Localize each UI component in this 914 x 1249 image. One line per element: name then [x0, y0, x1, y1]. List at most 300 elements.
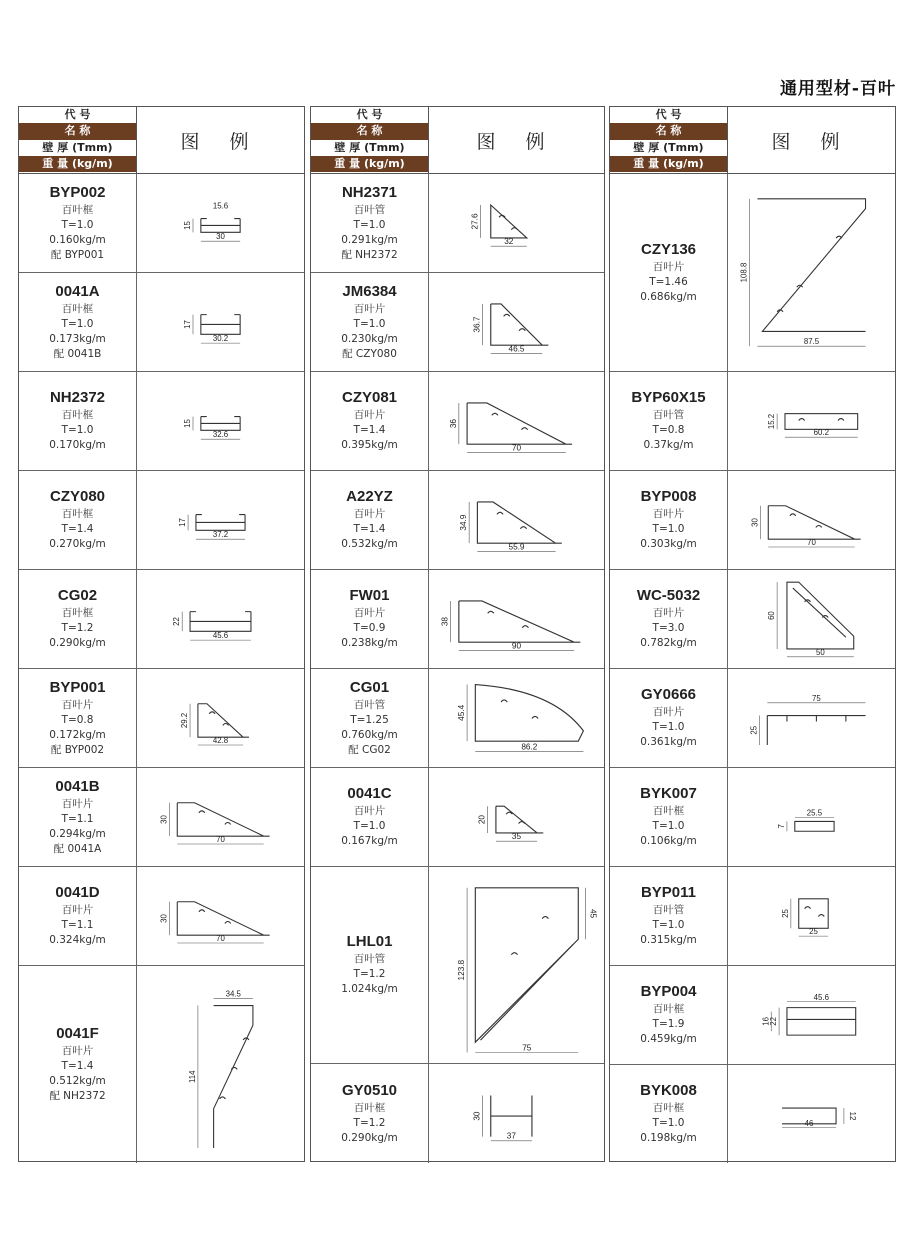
product-weight: 0.459kg/m [640, 1033, 697, 1045]
profile-svg [429, 1064, 604, 1163]
product-thickness: T=1.0 [353, 218, 386, 231]
product-info [311, 273, 429, 371]
product-weight: 0.361kg/m [640, 736, 697, 748]
dimension-label: 30 [159, 815, 169, 824]
profile-drawing [429, 471, 604, 569]
dimension-label: 75 [812, 693, 821, 703]
header-figure: 图 例 [180, 130, 261, 153]
header-weight: 重 量 (kg/m) [19, 156, 136, 172]
dimension-label: 16 [761, 1017, 771, 1026]
profile-svg [429, 372, 604, 470]
product-code: CZY136 [640, 240, 697, 258]
product-thickness: T=1.0 [353, 317, 386, 330]
header-code: 代 号 [610, 107, 727, 123]
product-name: 百叶片 [652, 607, 685, 619]
product-info [19, 669, 137, 767]
product-thickness: T=1.0 [652, 1116, 685, 1129]
product-row [610, 966, 895, 1065]
header-code: 代 号 [19, 107, 136, 123]
product-note: 配 0041A [53, 842, 102, 855]
profile-drawing [728, 867, 895, 965]
product-info [311, 669, 429, 767]
product-weight: 0.170kg/m [49, 439, 106, 451]
product-name: 百叶框 [61, 607, 94, 619]
header-weight: 重 量 (kg/m) [311, 156, 428, 172]
product-weight: 0.294kg/m [49, 827, 106, 840]
product-row [610, 867, 895, 966]
product-weight: 1.024kg/m [341, 983, 398, 995]
dimension-label: 37.2 [212, 530, 229, 540]
product-thickness: T=1.46 [649, 275, 688, 288]
product-weight: 0.198kg/m [640, 1131, 697, 1144]
product-thickness: T=1.0 [652, 919, 685, 931]
product-code: BYP002 [49, 183, 106, 201]
product-info [311, 174, 429, 272]
product-thickness: T=1.4 [61, 523, 94, 535]
product-code: CG01 [349, 678, 390, 696]
product-info [610, 966, 728, 1064]
dimension-label: 55.9 [508, 542, 525, 552]
profile-drawing [137, 966, 304, 1163]
product-row [19, 669, 304, 768]
dimension-label: 36 [448, 418, 458, 429]
dimension-label: 87.5 [803, 337, 820, 347]
product-row [311, 1064, 604, 1163]
product-name: 百叶管 [353, 698, 386, 711]
product-name: 百叶框 [652, 1003, 685, 1015]
profile-svg [429, 570, 604, 668]
header-weight: 重 量 (kg/m) [610, 156, 727, 172]
product-name: 百叶框 [652, 805, 685, 817]
profile-drawing [429, 867, 604, 1063]
product-name: 百叶管 [353, 203, 386, 216]
product-thickness: T=1.2 [61, 622, 94, 634]
product-name: 百叶片 [61, 1045, 94, 1057]
dimension-label: 17 [178, 518, 188, 527]
profile-drawing [137, 669, 304, 767]
dimension-label: 15 [183, 419, 193, 428]
profile-drawing [137, 570, 304, 668]
dimension-label: 34.5 [225, 989, 241, 999]
product-note: 配 0041B [53, 347, 102, 360]
dimension-label: 30 [216, 232, 225, 242]
product-name: 百叶片 [652, 260, 685, 273]
page-title: 通用型材-百叶 [779, 79, 896, 99]
dimension-label: 20 [477, 814, 487, 825]
product-name: 百叶框 [61, 203, 94, 216]
profile-svg [728, 1064, 895, 1163]
header-thickness: 壁 厚 (Tmm) [311, 139, 428, 156]
product-name: 百叶框 [61, 302, 94, 315]
dimension-label: 30 [472, 1111, 482, 1121]
product-code: FW01 [349, 587, 390, 604]
product-name: 百叶片 [353, 607, 386, 619]
product-thickness: T=1.0 [61, 317, 94, 330]
product-row [311, 768, 604, 867]
product-name: 百叶管 [652, 904, 685, 916]
product-code: GY0666 [640, 686, 697, 703]
product-weight: 0.291kg/m [341, 233, 398, 246]
product-code: JM6384 [342, 282, 397, 300]
product-thickness: T=1.1 [61, 812, 94, 825]
product-code: BYK008 [640, 1081, 697, 1099]
product-thickness: T=1.0 [652, 721, 685, 733]
product-thickness: T=1.0 [61, 424, 94, 436]
product-code: 0041D [55, 884, 100, 901]
header-name: 名 称 [19, 123, 136, 139]
product-row [19, 273, 304, 372]
profile-svg [137, 273, 304, 371]
product-weight: 0.230kg/m [341, 332, 398, 345]
product-thickness: T=1.4 [353, 424, 386, 436]
product-info [610, 1064, 728, 1163]
product-code: CG02 [57, 587, 98, 604]
product-code: CZY081 [341, 389, 398, 406]
dimension-label: 22 [172, 617, 182, 626]
product-weight: 0.106kg/m [640, 835, 697, 847]
profile-drawing [728, 372, 895, 470]
header-labels [610, 107, 728, 173]
product-code: NH2371 [341, 183, 398, 201]
product-row [19, 471, 304, 570]
profile-svg [137, 966, 304, 1163]
dimension-label: 70 [807, 538, 816, 548]
product-weight: 0.290kg/m [341, 1131, 398, 1144]
profile-svg [137, 570, 304, 668]
product-info [19, 867, 137, 965]
product-info [610, 669, 728, 767]
product-thickness: T=0.8 [61, 713, 94, 726]
product-weight: 0.760kg/m [341, 728, 398, 741]
profile-drawing [137, 174, 304, 272]
profile-svg [728, 867, 895, 965]
dimension-label: 38 [440, 616, 450, 627]
product-thickness: T=1.4 [353, 523, 386, 535]
product-code: 0041A [55, 282, 100, 300]
product-name: 百叶管 [652, 409, 685, 421]
column-header [19, 107, 304, 174]
dimension-label: 12 [847, 1111, 857, 1121]
product-name: 百叶管 [353, 953, 386, 965]
profile-svg [728, 768, 895, 866]
dimension-label: 15.6 [212, 201, 229, 211]
dimension-label: 15 [183, 221, 193, 230]
product-name: 百叶框 [61, 409, 94, 421]
profile-drawing [429, 669, 604, 767]
product-row [19, 372, 304, 471]
product-row [610, 768, 895, 867]
dimension-label: 45.6 [813, 992, 829, 1002]
product-weight: 0.395kg/m [341, 439, 398, 451]
dimension-label: 22 [769, 1017, 779, 1026]
dimension-label: 30.2 [212, 334, 229, 344]
product-note: 配 BYP001 [50, 248, 105, 261]
product-row [610, 1064, 895, 1163]
product-weight: 0.315kg/m [640, 934, 697, 946]
product-row [311, 867, 604, 1064]
product-code: NH2372 [49, 389, 106, 406]
product-thickness: T=1.1 [61, 919, 94, 931]
product-row [311, 570, 604, 669]
product-code: BYP001 [49, 678, 106, 696]
column-header [610, 107, 895, 174]
product-note: 配 CG02 [348, 743, 391, 756]
product-column [18, 106, 305, 1162]
profile-svg [728, 471, 895, 569]
product-name: 百叶框 [353, 1101, 386, 1114]
product-info [610, 471, 728, 569]
product-row [311, 273, 604, 372]
dimension-label: 86.2 [521, 742, 538, 752]
dimension-label: 90 [511, 641, 522, 651]
product-weight: 0.172kg/m [49, 728, 106, 741]
header-figure: 图 例 [771, 130, 852, 153]
profile-drawing [429, 570, 604, 668]
header-name: 名 称 [311, 123, 428, 139]
product-code: 0041F [56, 1025, 99, 1042]
product-weight: 0.290kg/m [49, 637, 106, 649]
product-weight: 0.173kg/m [49, 332, 106, 345]
product-weight: 0.37kg/m [643, 439, 694, 451]
product-name: 百叶片 [61, 698, 94, 711]
dimension-label: 45.6 [212, 631, 229, 641]
profile-drawing [728, 1064, 895, 1163]
product-name: 百叶框 [652, 1101, 685, 1114]
dimension-label: 36.7 [472, 316, 482, 333]
product-info [311, 372, 429, 470]
product-code: LHL01 [346, 933, 393, 950]
dimension-label: 30 [750, 518, 760, 527]
profile-drawing [429, 273, 604, 371]
product-info [610, 570, 728, 668]
profile-svg [429, 273, 604, 371]
product-weight: 0.270kg/m [49, 538, 106, 550]
product-row [19, 570, 304, 669]
product-name: 百叶片 [652, 508, 685, 520]
product-info [610, 867, 728, 965]
dimension-label: 32.6 [212, 430, 229, 440]
product-info [19, 966, 137, 1163]
product-name: 百叶框 [61, 508, 94, 520]
profile-svg [429, 768, 604, 866]
product-code: A22YZ [346, 488, 393, 505]
profile-drawing [728, 669, 895, 767]
product-info [19, 471, 137, 569]
product-weight: 0.532kg/m [341, 538, 398, 550]
dimension-label: 37 [506, 1131, 516, 1141]
product-code: BYP008 [640, 488, 697, 505]
product-thickness: T=1.25 [350, 713, 389, 726]
dimension-label: 45.4 [457, 704, 466, 721]
profile-drawing [137, 867, 304, 965]
dimension-label: 25 [780, 909, 790, 918]
product-thickness: T=1.2 [353, 1116, 386, 1129]
dimension-label: 123.8 [457, 959, 466, 981]
product-column [310, 106, 605, 1162]
dimension-label: 60.2 [813, 428, 829, 438]
column-header [311, 107, 604, 174]
dimension-label: 25.5 [806, 808, 823, 818]
profile-drawing [728, 966, 895, 1064]
product-name: 百叶片 [353, 508, 386, 520]
product-code: BYP60X15 [631, 389, 706, 406]
product-weight: 0.167kg/m [341, 835, 398, 847]
product-info [311, 1064, 429, 1163]
product-code: BYP011 [640, 884, 697, 901]
profile-drawing [728, 570, 895, 668]
header-thickness: 壁 厚 (Tmm) [19, 139, 136, 156]
product-note: 配 NH2372 [341, 248, 398, 261]
product-name: 百叶片 [353, 805, 386, 817]
product-name: 百叶片 [652, 706, 685, 718]
product-weight: 0.160kg/m [49, 233, 106, 246]
product-name: 百叶片 [353, 409, 386, 421]
product-thickness: T=3.0 [652, 622, 685, 634]
dimension-label: 45 [588, 908, 598, 919]
product-weight: 0.324kg/m [49, 934, 106, 946]
product-code: 0041B [55, 777, 100, 795]
product-thickness: T=1.4 [61, 1060, 94, 1072]
product-thickness: T=1.0 [652, 820, 685, 832]
profile-svg [429, 669, 604, 767]
profile-svg [137, 768, 304, 866]
dimension-label: 70 [216, 934, 225, 944]
product-info [610, 372, 728, 470]
product-code: GY0510 [341, 1081, 398, 1099]
product-info [19, 372, 137, 470]
header-thickness: 壁 厚 (Tmm) [610, 139, 727, 156]
product-code: BYP004 [640, 983, 697, 1000]
product-row [610, 471, 895, 570]
profile-drawing [137, 273, 304, 371]
product-code: WC-5032 [636, 587, 701, 604]
product-thickness: T=1.0 [61, 218, 94, 231]
product-weight: 0.238kg/m [341, 637, 398, 649]
product-info [19, 570, 137, 668]
product-thickness: T=0.9 [353, 622, 386, 634]
dimension-label: 60 [767, 611, 777, 620]
profile-drawing [429, 372, 604, 470]
header-labels [311, 107, 429, 173]
dimension-label: 50 [815, 647, 825, 657]
dimension-label: 46 [804, 1118, 814, 1128]
header-figure: 图 例 [476, 130, 557, 153]
product-info [311, 570, 429, 668]
dimension-label: 17 [183, 320, 193, 329]
dimension-label: 75 [522, 1043, 532, 1053]
product-info [311, 768, 429, 866]
profile-drawing [137, 372, 304, 470]
product-thickness: T=1.9 [652, 1018, 685, 1030]
profile-svg [728, 966, 895, 1064]
product-row [311, 174, 604, 273]
product-row [610, 174, 895, 372]
product-column [609, 106, 896, 1162]
profile-svg [137, 174, 304, 272]
product-row [311, 669, 604, 768]
product-name: 百叶片 [61, 797, 94, 810]
dimension-label: 32 [504, 237, 514, 247]
profile-svg [137, 471, 304, 569]
product-row [610, 570, 895, 669]
dimension-label: 34.9 [459, 514, 469, 531]
profile-drawing [137, 471, 304, 569]
profile-drawing [429, 174, 604, 272]
product-info [610, 768, 728, 866]
product-row [19, 966, 304, 1163]
profile-svg [728, 669, 895, 767]
product-row [19, 174, 304, 273]
product-thickness: T=0.8 [652, 424, 685, 436]
profile-svg [137, 372, 304, 470]
dimension-label: 15.2 [767, 413, 777, 430]
dimension-label: 46.5 [508, 344, 525, 354]
profile-svg [429, 471, 604, 569]
product-info [610, 174, 728, 371]
dimension-label: 27.6 [470, 213, 480, 230]
dimension-label: 30 [159, 914, 169, 923]
product-weight: 0.782kg/m [640, 637, 697, 649]
dimension-label: 29.2 [180, 712, 190, 729]
dimension-label: 25 [809, 927, 818, 937]
header-name: 名 称 [610, 123, 727, 139]
product-note: 配 BYP002 [50, 743, 105, 756]
product-row [610, 669, 895, 768]
product-name: 百叶片 [353, 302, 386, 315]
product-code: BYK007 [640, 785, 697, 802]
profile-svg [728, 570, 895, 668]
product-info [19, 768, 137, 866]
profile-drawing [728, 174, 895, 371]
product-thickness: T=1.0 [353, 820, 386, 832]
profile-drawing [429, 1064, 604, 1163]
product-row [610, 372, 895, 471]
dimension-label: 42.8 [212, 736, 229, 746]
header-code: 代 号 [311, 107, 428, 123]
product-row [311, 471, 604, 570]
profile-svg [728, 174, 895, 371]
header-labels [19, 107, 137, 173]
profile-drawing [137, 768, 304, 866]
dimension-label: 114 [187, 1070, 197, 1084]
product-code: 0041C [347, 785, 392, 802]
product-weight: 0.303kg/m [640, 538, 697, 550]
profile-drawing [429, 768, 604, 866]
product-note: 配 NH2372 [49, 1090, 106, 1102]
product-info [311, 867, 429, 1063]
profile-svg [728, 372, 895, 470]
product-weight: 0.686kg/m [640, 290, 697, 303]
profile-svg [137, 669, 304, 767]
dimension-label: 70 [216, 835, 225, 845]
product-note: 配 CZY080 [342, 347, 397, 360]
profile-svg [137, 867, 304, 965]
product-thickness: T=1.0 [652, 523, 685, 535]
dimension-label: 108.8 [739, 262, 749, 283]
product-info [19, 273, 137, 371]
product-name: 百叶片 [61, 904, 94, 916]
dimension-label: 70 [511, 443, 522, 453]
profile-svg [429, 867, 604, 1063]
dimension-label: 35 [511, 832, 522, 842]
profile-drawing [728, 768, 895, 866]
dimension-label: 7 [776, 824, 786, 829]
product-code: CZY080 [49, 488, 106, 505]
product-row [19, 768, 304, 867]
product-thickness: T=1.2 [353, 968, 386, 980]
product-row [19, 867, 304, 966]
product-info [19, 174, 137, 272]
